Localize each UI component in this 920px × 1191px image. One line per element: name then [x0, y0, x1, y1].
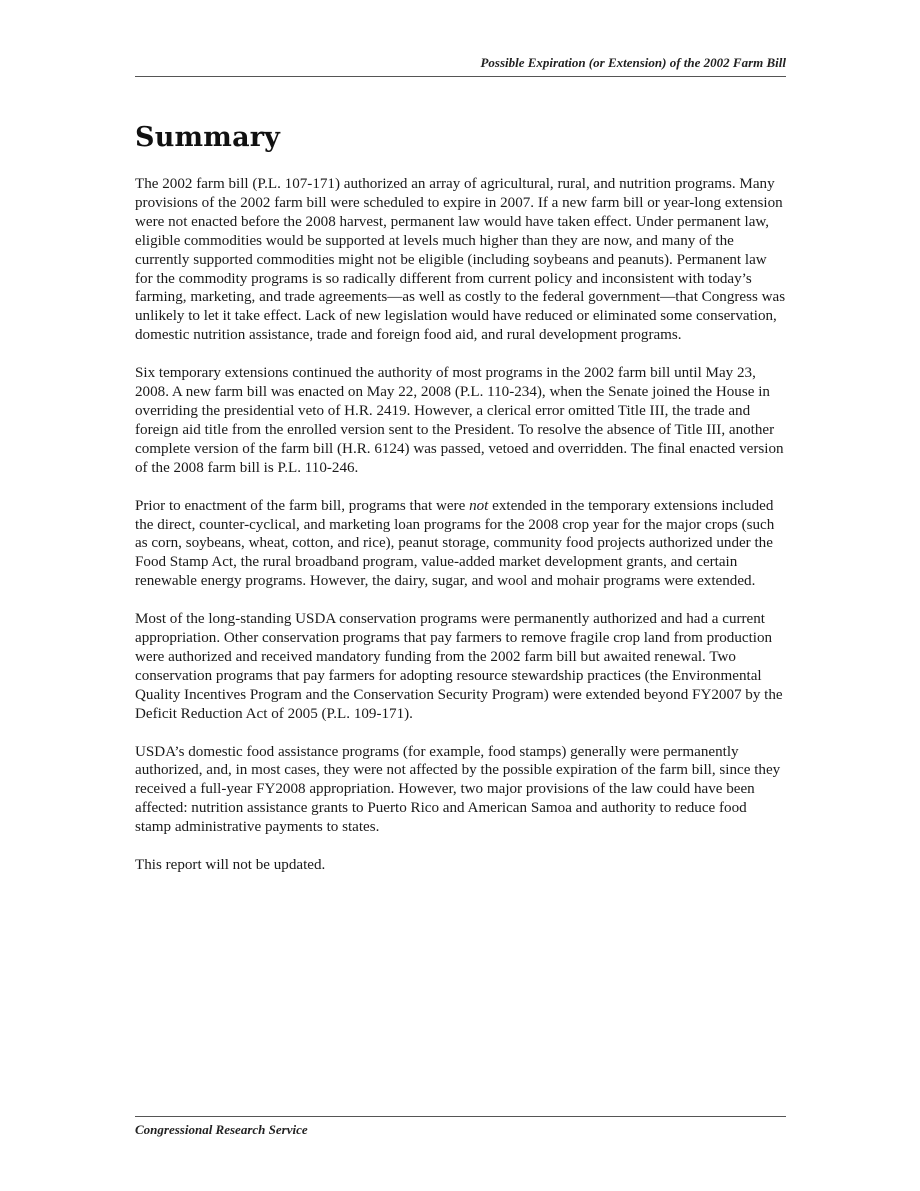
paragraph-food-assistance: USDA’s domestic food assistance programs (for example, food stamps) generally were permanently authorized, and, in most cases, they were not affected by the possible expiration of the farm bill, since they received a full-year FY2008 appropriation. However, two major provisions of the law could have been affected: nutrition assistance grants to Puerto Rico and American Samoa and authority to reduce food stamp administrative payments to states.: [135, 743, 781, 836]
paragraph-text-segment: extended in the temporary extensions included the direct, counter-cyclical, and marketing loan programs for the 2008 crop year for the major crops (such as corn, soybeans, wheat, cotton, and rice), peanut storage, community food projects authorized under the Food Stamp Act, the rural broadband program, value-added market development grants, and certain renewable energy programs. However, the dairy, sugar, and wool and mohair programs were extended.: [135, 497, 775, 590]
paragraph-temporary-extensions: Six temporary extensions continued the authority of most programs in the 2002 farm bill until May 23, 2008. A new farm bill was enacted on May 22, 2008 (P.L. 110-234), when the Senate joined the House in overriding the presidential veto of H.R. 2419. However, a clerical error omitted Title III, the trade and foreign aid title from the enrolled version sent to the President. To resolve the absence of Title III, another complete version of the farm bill (H.R. 6124) was passed, vetoed and overridden. The final enacted version of the 2008 farm bill is P.L. 110-246.: [135, 365, 784, 476]
paragraph-text-segment: Prior to enactment of the farm bill, programs that were: [135, 497, 470, 514]
paragraph-update-note: This report will not be updated.: [135, 857, 326, 874]
paragraph-conservation-programs: Most of the long-standing USDA conservation programs were permanently authorized and had a current appropriation. Other conservation programs that pay farmers to remove fragile crop land from production were authorized and received mandatory funding from the 2002 farm bill but awaited renewal. Two conservation programs that pay farmers for adopting resource stewardship practices (the Environmental Quality Incentives Program and the Conservation Security Program) were extended beyond FY2007 by the Deficit Reduction Act of 2005 (P.L. 109-171).: [135, 611, 783, 722]
running-header: Possible Expiration (or Extension) of the 2002 Farm Bill: [135, 55, 786, 77]
page-footer: Congressional Research Service: [135, 1116, 786, 1138]
summary-section: [135, 122, 786, 894]
paragraph-farm-bill-overview: The 2002 farm bill (P.L. 107-171) authorized an array of agricultural, rural, and nutrition programs. Many provisions of the 2002 farm bill were scheduled to expire in 2007. If a new farm bill or year-long extension were not enacted before the 2008 harvest, permanent law would have taken effect. Under permanent law, eligible commodities would be supported at levels much higher than they are now, and many of the currently supported commodities might not be eligible (including soybeans and peanuts). Permanent law for the commodity programs is so radically different from current policy and inconsistent with today’s farming, marketing, and trade agreements—as well as costly to the federal government—that Congress was unlikely to let it take effect. Lack of new legislation would have reduced or eliminated some conservation, domestic nutrition assistance, trade and foreign food aid, and rural development programs.: [135, 176, 786, 344]
section-title: Summary: [135, 122, 281, 153]
emphasis-not: not: [469, 497, 489, 514]
paragraph-programs-not-extended: [135, 497, 786, 592]
